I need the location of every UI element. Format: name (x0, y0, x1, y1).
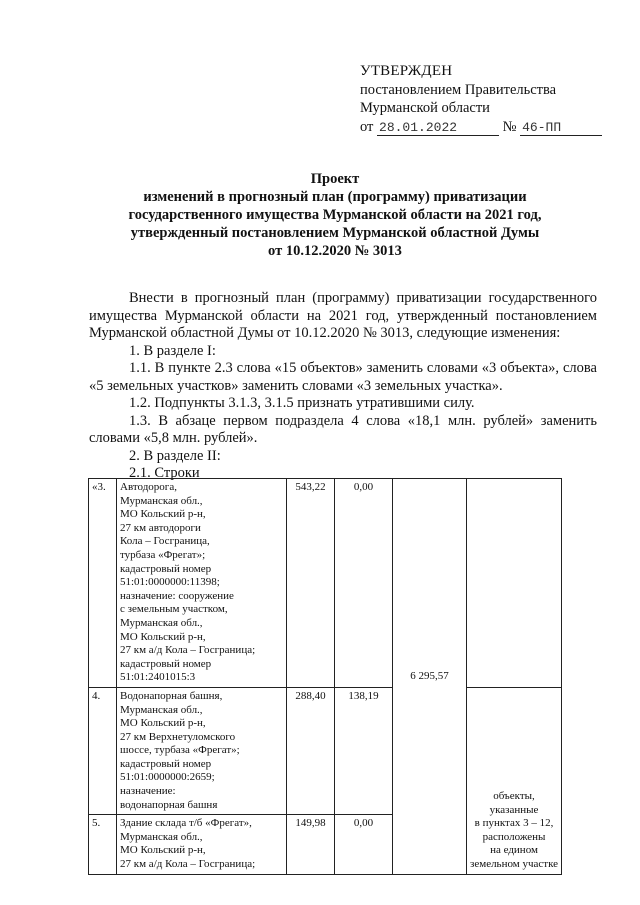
row-value-2: 0,00 (335, 479, 393, 688)
item-1-2: 1.2. Подпункты 3.1.3, 3.1.5 признать утратившими силу. (129, 395, 475, 411)
title-line-5: от 10.12.2020 № 3013 (268, 243, 402, 259)
item-2: 2. В разделе II: (129, 447, 221, 464)
title-line-2: изменений в прогнозный план (программу) приватизации (143, 189, 527, 205)
document-title (95, 170, 575, 260)
property-table (88, 478, 562, 875)
row-number: «3. (89, 479, 117, 688)
row-number: 4. (89, 687, 117, 814)
note-cell-top (467, 479, 562, 688)
approval-number: 46-ПП (520, 120, 602, 136)
row-number: 5. (89, 815, 117, 874)
item-1-1: 1.1. В пункте 2.3 слова «15 объектов» заменить словами «3 объекта», слова «5 земельных участков» заменить словами «3 земельных участка». (89, 360, 597, 394)
table-row (89, 687, 562, 814)
row-value-1: 149,98 (287, 815, 335, 874)
approval-number-label: № (502, 118, 517, 135)
item-1-3: 1.3. В абзаце первом подраздела 4 слова «18,1 млн. рублей» заменить словами «5,8 млн. рублей». (89, 412, 597, 446)
document-body (89, 290, 597, 483)
note-cell: объекты, указанные в пунктах 3 – 12, расположены на едином земельном участке (467, 687, 562, 874)
item-2-1: 2.1. Строки (129, 465, 200, 481)
title-line-1: Проект (310, 171, 360, 187)
row-description: Здание склада т/б «Фрегат», Мурманская обл., МО Кольский р-н, 27 км а/д Кола – Госграница; (117, 815, 287, 874)
row-value-1: 543,22 (287, 479, 335, 688)
approval-date-line (360, 118, 602, 137)
table-row (89, 479, 562, 688)
approval-line-2: Мурманской области (360, 100, 490, 116)
row-value-2: 0,00 (335, 815, 393, 874)
approval-line-1: постановлением Правительства (360, 81, 557, 98)
row-description: Водонапорная башня, Мурманская обл., МО Кольский р-н, 27 км Верхнетуломского шоссе, турбаза «Фрегат»; кадастровый номер 51:01:0000000:2659; назначение: водонапорная башня (117, 687, 287, 814)
row-description: Автодорога, Мурманская обл., МО Кольский р-н, 27 км автодороги Кола – Госграница, турбаза «Фрегат»; кадастровый номер 51:01:0000000:11398; назначение: сооружение с земельным участком, Мурманская обл., МО Кольский р-н, 27 км а/д Кола – Госграница; кадастровый номер 51:01:2401015:3 (117, 479, 287, 688)
intro-paragraph: Внести в прогнозный план (программу) приватизации государственного имущества Мурманской области на 2021 год, утвержденный постановлением Мурманской областной Думы от 10.12.2020 № 3013, следующие изменения: (89, 290, 597, 341)
title-line-3: государственного имущества Мурманской области на 2021 год, (128, 207, 542, 223)
merged-value-cell: 6 295,57 (393, 479, 467, 875)
approval-block (360, 62, 602, 136)
approval-date: 28.01.2022 (377, 120, 499, 136)
approval-heading: УТВЕРЖДЕН (360, 63, 453, 79)
title-line-4: утвержденный постановлением Мурманской областной Думы (130, 225, 540, 241)
row-value-1: 288,40 (287, 687, 335, 814)
item-1: 1. В разделе I: (129, 342, 216, 359)
approval-from-label: от (360, 118, 374, 135)
row-value-2: 138,19 (335, 687, 393, 814)
